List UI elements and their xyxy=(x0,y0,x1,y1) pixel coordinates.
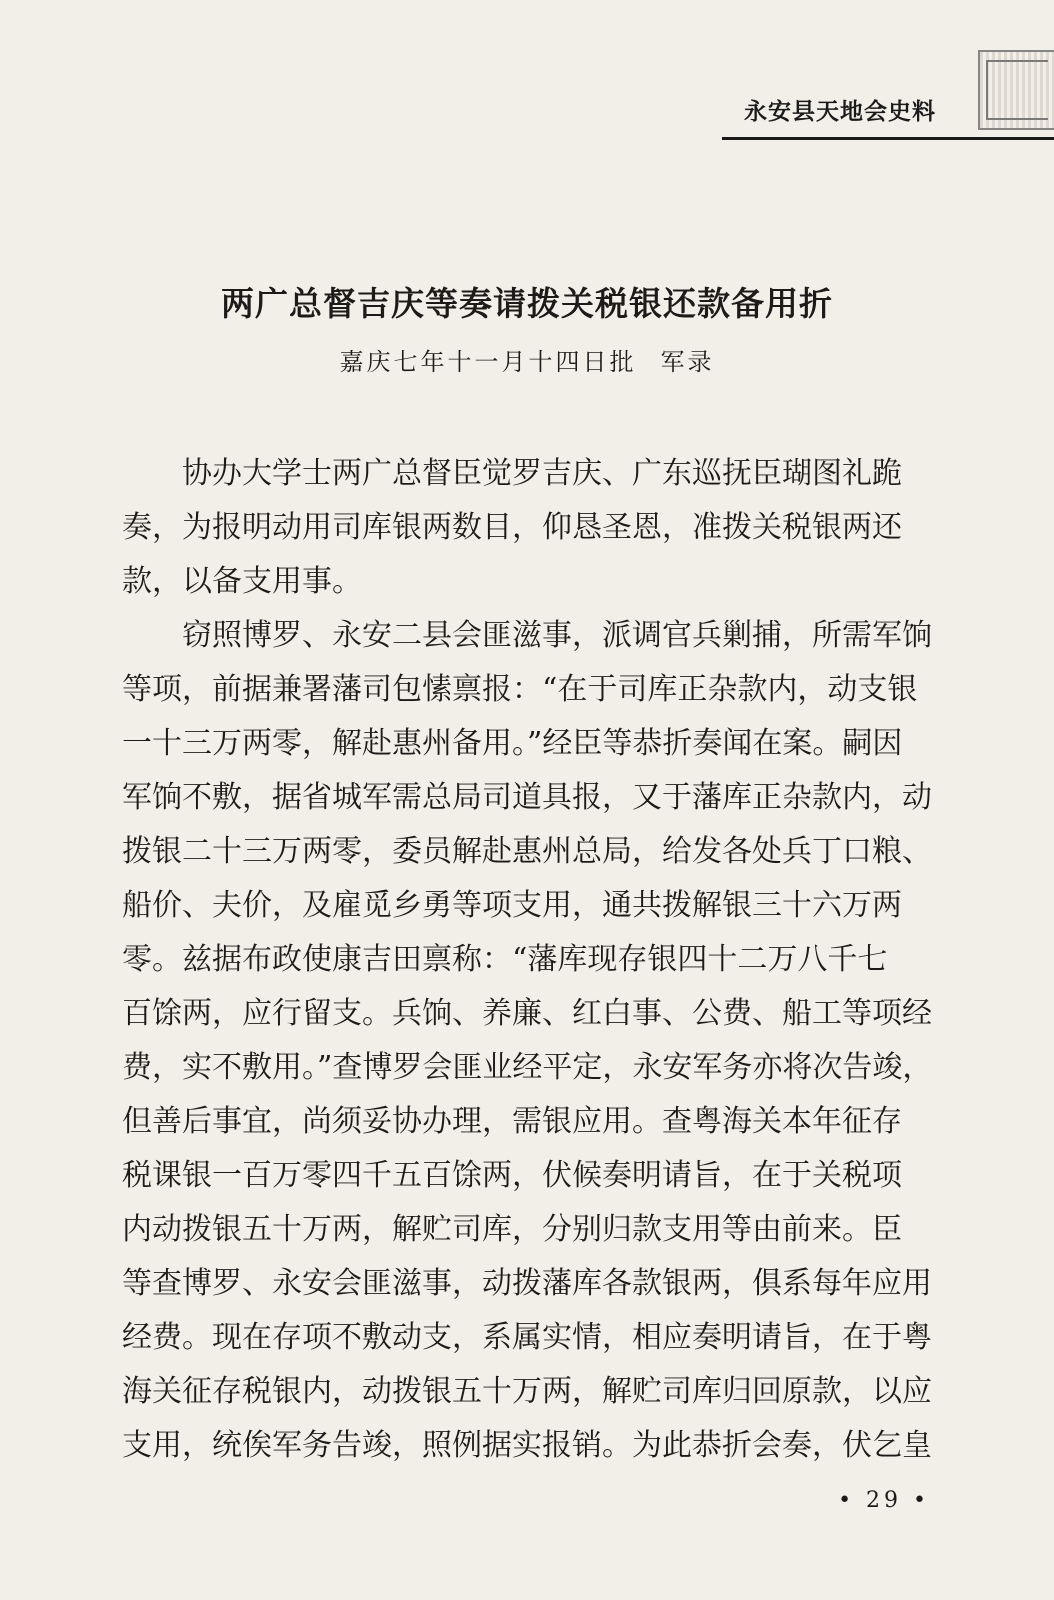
page-number: • 29 • xyxy=(838,1488,930,1513)
paragraph-2 xyxy=(122,609,957,1473)
text-line: 零。兹据布政使康吉田禀称：“藩库现存银四十二万八千七 xyxy=(122,942,888,977)
text-line: 经费。现在存项不敷动支，系属实情，相应奏明请旨，在于粤 xyxy=(122,1320,932,1355)
text-line: 费，实不敷用。”查博罗会匪业经平定，永安军务亦将次告竣， xyxy=(122,1050,933,1085)
text-line: 船价、夫价，及雇觅乡勇等项支用，通共拨解银三十六万两 xyxy=(122,888,902,923)
text-line: 但善后事宜，尚须妥协办理，需银应用。查粤海关本年征存 xyxy=(122,1104,902,1139)
text-line: 税课银一百万零四千五百馀两，伏候奏明请旨，在于关税项 xyxy=(122,1158,902,1193)
paragraph-1 xyxy=(122,447,957,609)
document-date: 嘉庆七年十一月十四日批 xyxy=(339,348,637,376)
document-dateline xyxy=(0,342,1054,377)
text-line: 奏，为报明动用司库银两数目，仰恳圣恩，准拨关税银两还 xyxy=(122,510,902,545)
text-line: 拨银二十三万两零，委员解赴惠州总局，给发各处兵丁口粮、 xyxy=(122,834,932,869)
running-head: 永安县天地会史料 xyxy=(744,99,936,125)
seal-stamp-image xyxy=(978,50,1054,130)
text-line: 海关征存税银内，动拨银五十万两，解贮司库归回原款，以应 xyxy=(122,1374,932,1409)
document-title: 两广总督吉庆等奏请拨关税银还款备用折 xyxy=(221,284,833,323)
header-rule xyxy=(722,137,1054,140)
text-line: 内动拨银五十万两，解贮司库，分别归款支用等由前来。臣 xyxy=(122,1212,902,1247)
text-line: 窃照博罗、永安二县会匪滋事，派调官兵剿捕，所需军饷 xyxy=(182,618,932,653)
text-line: 支用，统俟军务告竣，照例据实报销。为此恭折会奏，伏乞皇 xyxy=(122,1428,932,1463)
text-line: 协办大学士两广总督臣觉罗吉庆、广东巡抚臣瑚图礼跪 xyxy=(182,456,902,491)
text-line: 等项，前据兼署藩司包愫禀报：“在于司库正杂款内，动支银 xyxy=(122,672,918,707)
text-line: 等查博罗、永安会匪滋事，动拨藩库各款银两，俱系每年应用 xyxy=(122,1266,932,1301)
text-line: 一十三万两零，解赴惠州备用。”经臣等恭折奏闻在案。嗣因 xyxy=(122,726,903,761)
text-line: 军饷不敷，据省城军需总局司道具报，又于藩库正杂款内，动 xyxy=(122,780,932,815)
document-source: 军录 xyxy=(660,348,715,376)
document-body xyxy=(122,447,957,1473)
text-line: 百馀两，应行留支。兵饷、养廉、红白事、公费、船工等项经 xyxy=(122,996,932,1031)
text-line: 款，以备支用事。 xyxy=(122,564,362,599)
